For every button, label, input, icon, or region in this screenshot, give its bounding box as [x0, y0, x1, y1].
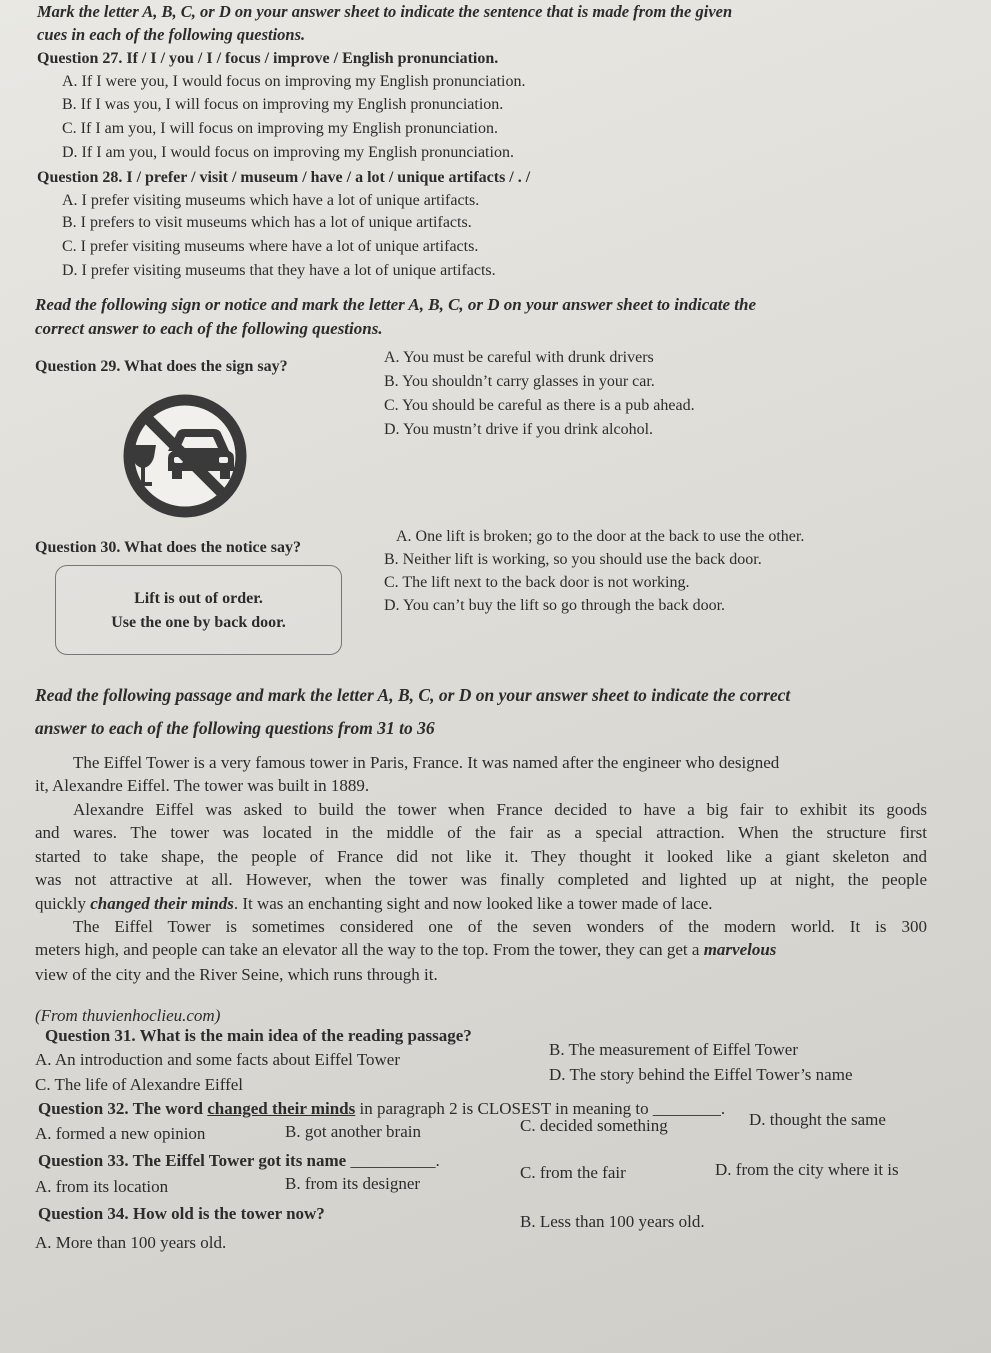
emphasized-word: marvelous — [703, 940, 777, 959]
q31-option-a: A. An introduction and some facts about Eiffel Tower — [35, 1050, 401, 1069]
q33-option-b: B. from its designer — [285, 1174, 421, 1193]
q31-option-d: D. The story behind the Eiffel Tower’s name — [549, 1065, 853, 1084]
q30-option-a: A. One lift is broken; go to the door at the back to use the other. — [396, 528, 805, 545]
passage-source: (From thuvienhoclieu.com) — [35, 1006, 221, 1025]
q31-option-b: B. The measurement of Eiffel Tower — [549, 1040, 799, 1059]
instruction-line: correct answer to each of the following questions. — [35, 319, 383, 338]
underlined-phrase: changed their minds — [207, 1099, 356, 1118]
q28-option-b: B. I prefers to visit museums which has a lot of unique artifacts. — [62, 214, 472, 231]
q32-option-a: A. formed a new opinion — [35, 1124, 206, 1143]
passage-line — [35, 894, 713, 914]
question-31-stem: Question 31. What is the main idea of the reading passage? — [45, 1026, 472, 1045]
question-28-stem: Question 28. I / prefer / visit / museum / have / a lot / unique artifacts / . / — [37, 169, 531, 186]
emphasized-phrase: changed their minds — [90, 894, 234, 913]
instruction-line: Mark the letter A, B, C, or D on your answer sheet to indicate the sentence that is made from the given — [37, 2, 733, 21]
q29-option-a: A. You must be careful with drunk drivers — [384, 349, 654, 366]
passage-text: quickly — [35, 894, 91, 913]
passage-text: . It was an enchanting sight and now looked like a tower made of lace. — [233, 894, 713, 913]
q27-option-b: B. If I was you, I will focus on improving my English pronunciation. — [62, 96, 504, 113]
passage-line: Alexandre Eiffel was asked to build the tower when France decided to have a big fair to exhibit its goods — [73, 800, 927, 819]
instruction-line: Read the following passage and mark the letter A, B, C, or D on your answer sheet to indicate the correct — [35, 685, 791, 705]
q27-option-a: A. If I were you, I would focus on improving my English pronunciation. — [62, 73, 526, 90]
q32-option-d: D. thought the same — [749, 1110, 886, 1129]
passage-line: was not attractive at all. However, when the tower was finally completed and lighted up at night, the people — [35, 870, 927, 889]
q32-option-c: C. decided something — [520, 1116, 668, 1135]
passage-text: meters high, and people can take an elevator all the way to the top. From the tower, they can get a — [35, 940, 704, 959]
q30-option-c: C. The lift next to the back door is not working. — [384, 574, 690, 591]
q29-option-b: B. You shouldn’t carry glasses in your car. — [384, 373, 655, 390]
q29-option-d: D. You mustn’t drive if you drink alcohol. — [384, 421, 654, 438]
answer-blank: ________. — [652, 1099, 726, 1118]
q28-option-a: A. I prefer visiting museums which have a lot of unique artifacts. — [62, 192, 480, 209]
notice-line: Lift is out of order. — [134, 590, 263, 607]
q28-option-d: D. I prefer visiting museums that they have a lot of unique artifacts. — [62, 262, 496, 279]
question-34-stem: Question 34. How old is the tower now? — [38, 1204, 325, 1223]
q33-option-a: A. from its location — [35, 1177, 169, 1196]
question-33-stem — [38, 1151, 440, 1171]
q27-option-d: D. If I am you, I would focus on improving my English pronunciation. — [62, 144, 514, 161]
passage-line: The Eiffel Tower is sometimes considered one of the seven wonders of the modern world. It is 300 — [73, 917, 927, 936]
passage-line — [35, 940, 776, 960]
q30-option-d: D. You can’t buy the lift so go through the back door. — [384, 597, 726, 614]
q33-option-d: D. from the city where it is — [715, 1160, 899, 1179]
q34-option-a: A. More than 100 years old. — [35, 1233, 227, 1252]
passage-line: it, Alexandre Eiffel. The tower was built in 1889. — [35, 776, 370, 795]
instruction-line: Read the following sign or notice and mark the letter A, B, C, or D on your answer sheet to indicate the — [35, 295, 756, 314]
q30-option-b: B. Neither lift is working, so you should use the back door. — [384, 551, 762, 568]
q34-option-b: B. Less than 100 years old. — [520, 1212, 705, 1231]
instruction-line: cues in each of the following questions. — [37, 25, 306, 44]
instruction-line: answer to each of the following questions from 31 to 36 — [35, 718, 435, 738]
passage-line: The Eiffel Tower is a very famous tower in Paris, France. It was named after the engineer who designed — [73, 753, 780, 772]
passage-line: view of the city and the River Seine, which runs through it. — [35, 965, 438, 984]
stem-text: in paragraph 2 is CLOSEST in meaning to — [355, 1099, 653, 1118]
answer-blank: __________. — [350, 1151, 440, 1170]
q33-option-c: C. from the fair — [520, 1163, 626, 1182]
question-30-stem: Question 30. What does the notice say? — [35, 539, 301, 556]
stem-text: Question 33. The Eiffel Tower got its name — [38, 1151, 347, 1170]
no-drink-driving-sign — [110, 393, 260, 519]
question-27-stem: Question 27. If / I / you / I / focus / improve / English pronunciation. — [37, 50, 499, 67]
q31-option-c: C. The life of Alexandre Eiffel — [35, 1075, 244, 1094]
q29-option-c: C. You should be careful as there is a pub ahead. — [384, 397, 695, 414]
passage-line: started to take shape, the people of France did not like it. They thought it looked like a giant skeleton and — [35, 847, 927, 866]
q27-option-c: C. If I am you, I will focus on improving my English pronunciation. — [62, 120, 498, 137]
stem-text: Question 32. The word — [38, 1099, 208, 1118]
notice-line: Use the one by back door. — [111, 614, 286, 631]
q28-option-c: C. I prefer visiting museums where have a lot of unique artifacts. — [62, 238, 479, 255]
notice-box — [55, 565, 342, 655]
q32-option-b: B. got another brain — [285, 1122, 421, 1141]
passage-line: and wares. The tower was located in the middle of the fair as a special attraction. When the structure first — [35, 823, 927, 842]
question-29-stem: Question 29. What does the sign say? — [35, 358, 288, 375]
